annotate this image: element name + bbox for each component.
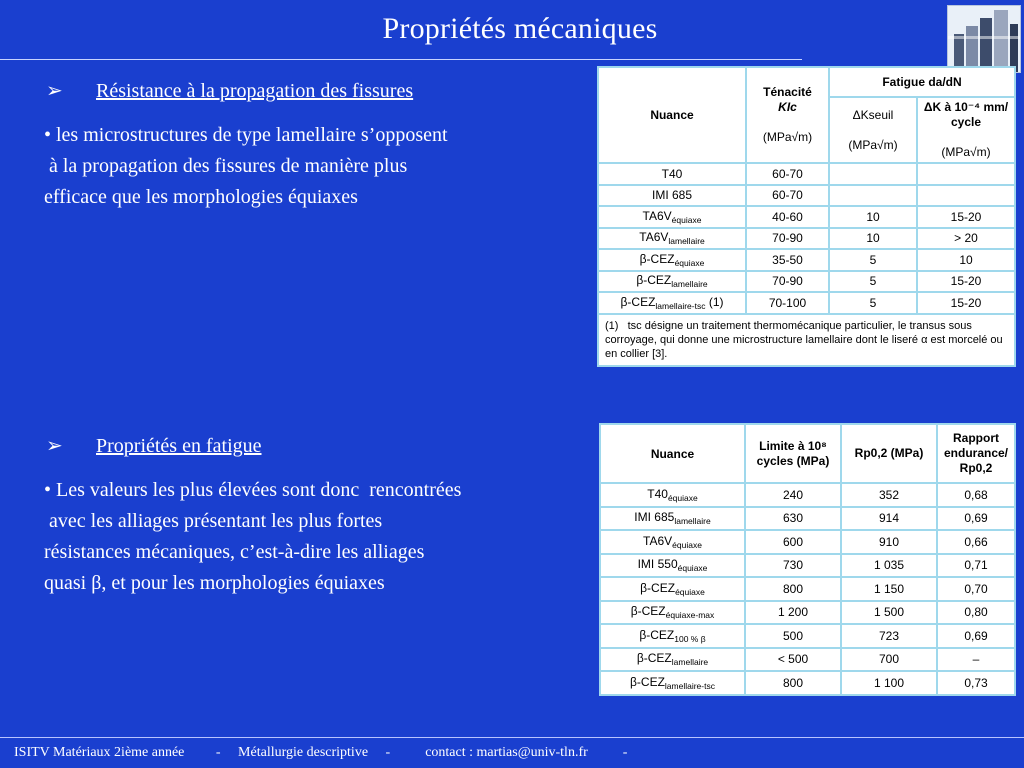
table-row: [600, 601, 1015, 625]
col-header-rp: Rp0,2 (MPa): [841, 424, 937, 483]
cell-rp: 1 100: [841, 671, 937, 695]
cell-nuance: IMI 685: [598, 185, 746, 207]
table: [599, 423, 1016, 696]
col-header-fatigue: Fatigue da/dN: [829, 67, 1015, 97]
table-row: [600, 648, 1015, 672]
cell-nuance: IMI $550_{équiaxe}$: [600, 554, 745, 578]
cell-rapport: 0,69: [937, 507, 1015, 531]
toughness-table: [597, 66, 1016, 367]
cell-kseuil: 5: [829, 292, 917, 314]
metal-bars-icon: [948, 6, 1020, 72]
cell-nuance: $\beta-CEZ_{100 \% \beta}$: [600, 624, 745, 648]
table-row: [600, 671, 1015, 695]
cell-nuance: $TA6V_{équiaxe}$: [598, 206, 746, 228]
table-row: [600, 554, 1015, 578]
table: [597, 66, 1016, 367]
table-row: [600, 530, 1015, 554]
cell-dk: [917, 185, 1015, 207]
cell-rapport: 0,71: [937, 554, 1015, 578]
cell-nuance: $T40_{équiaxe}$: [600, 483, 745, 507]
table-footnote: (1) tsc désigne un traitement thermomécanique particulier, le transus sous corroyage, qui donne une microstructure lamellaire dont le liseré α est morcelé ou en collier [3].: [598, 314, 1015, 366]
cell-nuance: $\beta-CEZ_{lamellaire}$: [600, 648, 745, 672]
cell-rapport: –: [937, 648, 1015, 672]
logo-image: [947, 5, 1021, 73]
cell-tenacite: 70-100: [746, 292, 829, 314]
section-heading-fatigue: [46, 433, 262, 458]
cell-limite: < 500: [745, 648, 841, 672]
cell-tenacite: 60-70: [746, 163, 829, 185]
cell-rapport: 0,73: [937, 671, 1015, 695]
col-header-kseuil: ΔKseuil (MPa√m): [829, 97, 917, 163]
table-row: [598, 271, 1015, 293]
cell-rp: 352: [841, 483, 937, 507]
cell-nuance: IMI $685_{lamellaire}$: [600, 507, 745, 531]
cell-nuance: $TA6V_{équiaxe}$: [600, 530, 745, 554]
footer-text: ISITV Matériaux 2ième année - Métallurgie descriptive - contact : martias@univ-tln.fr -: [14, 745, 628, 760]
cell-kseuil: [829, 163, 917, 185]
cell-rapport: 0,68: [937, 483, 1015, 507]
cell-nuance: T40: [598, 163, 746, 185]
cell-rp: 1 150: [841, 577, 937, 601]
cell-tenacite: 70-90: [746, 271, 829, 293]
footer-divider: [0, 737, 1024, 738]
table-row: [598, 292, 1015, 314]
cell-limite: 240: [745, 483, 841, 507]
arrow-bullet-icon: ➢: [46, 435, 63, 457]
cell-kseuil: [829, 185, 917, 207]
cell-nuance: $\beta-CEZ_{équiaxe}$: [600, 577, 745, 601]
cell-rapport: 0,80: [937, 601, 1015, 625]
cell-limite: 630: [745, 507, 841, 531]
col-header-dk: ΔK à 10⁻⁴ mm/ cycle (MPa√m): [917, 97, 1015, 163]
cell-rp: 910: [841, 530, 937, 554]
cell-dk: 10: [917, 249, 1015, 271]
table-row: [598, 163, 1015, 185]
cell-limite: 1 200: [745, 601, 841, 625]
col-header-nuance: Nuance: [598, 67, 746, 163]
section-paragraph: • Les valeurs les plus élevées sont donc rencontrées avec les alliages présentant les plus fortes résistances mécaniques, c’est-à-dire les alliages quasi β, et pour les morphologies équiaxes: [44, 479, 462, 594]
cell-kseuil: 10: [829, 206, 917, 228]
cell-rp: 723: [841, 624, 937, 648]
cell-tenacite: 70-90: [746, 228, 829, 250]
title-divider: [0, 59, 802, 60]
cell-rapport: 0,69: [937, 624, 1015, 648]
cell-tenacite: 40-60: [746, 206, 829, 228]
cell-limite: 600: [745, 530, 841, 554]
cell-rp: 1 035: [841, 554, 937, 578]
fatigue-table: [599, 423, 1016, 696]
table-row: [598, 249, 1015, 271]
col-header-tenacite: Ténacité KIc (MPa√m): [746, 67, 829, 163]
section-heading-text: Résistance à la propagation des fissures: [96, 80, 414, 102]
table-row: [598, 185, 1015, 207]
cell-limite: 800: [745, 577, 841, 601]
cell-kseuil: 5: [829, 249, 917, 271]
cell-dk: 15-20: [917, 292, 1015, 314]
cell-nuance: $\beta-CEZ_{équiaxe-max}$: [600, 601, 745, 625]
cell-nuance: $\beta-CEZ_{lamellaire-tsc}$: [600, 671, 745, 695]
col-header-limite: Limite à 10⁸ cycles (MPa): [745, 424, 841, 483]
cell-dk: [917, 163, 1015, 185]
cell-limite: 800: [745, 671, 841, 695]
cell-limite: 730: [745, 554, 841, 578]
cell-rapport: 0,66: [937, 530, 1015, 554]
col-header-nuance: Nuance: [600, 424, 745, 483]
table-row: [600, 483, 1015, 507]
cell-tenacite: 35-50: [746, 249, 829, 271]
cell-dk: 15-20: [917, 206, 1015, 228]
cell-rp: 700: [841, 648, 937, 672]
cell-nuance: $\beta-CEZ_{équiaxe}$: [598, 249, 746, 271]
section-paragraph: • les microstructures de type lamellaire s’opposent à la propagation des fissures de manière plus efficace que les morphologies équiaxes: [44, 124, 448, 208]
cell-dk: > 20: [917, 228, 1015, 250]
cell-limite: 500: [745, 624, 841, 648]
cell-nuance: $\beta-CEZ_{lamellaire-tsc}$ (1): [598, 292, 746, 314]
slide-title: Propriétés mécaniques: [382, 12, 658, 45]
cell-kseuil: 5: [829, 271, 917, 293]
cell-nuance: $\beta-CEZ_{lamellaire}$: [598, 271, 746, 293]
cell-dk: 15-20: [917, 271, 1015, 293]
section-heading-text: Propriétés en fatigue: [96, 435, 262, 457]
cell-tenacite: 60-70: [746, 185, 829, 207]
table-row: [600, 577, 1015, 601]
table-row: [600, 624, 1015, 648]
cell-rp: 1 500: [841, 601, 937, 625]
cell-nuance: $TA6V_{lamellaire}$: [598, 228, 746, 250]
table-row: [600, 507, 1015, 531]
section-heading-fissures: [46, 78, 413, 103]
cell-rp: 914: [841, 507, 937, 531]
cell-rapport: 0,70: [937, 577, 1015, 601]
table-row: [598, 228, 1015, 250]
arrow-bullet-icon: ➢: [46, 80, 63, 102]
cell-kseuil: 10: [829, 228, 917, 250]
col-header-rapport: Rapport endurance/ Rp0,2: [937, 424, 1015, 483]
table-row: [598, 206, 1015, 228]
